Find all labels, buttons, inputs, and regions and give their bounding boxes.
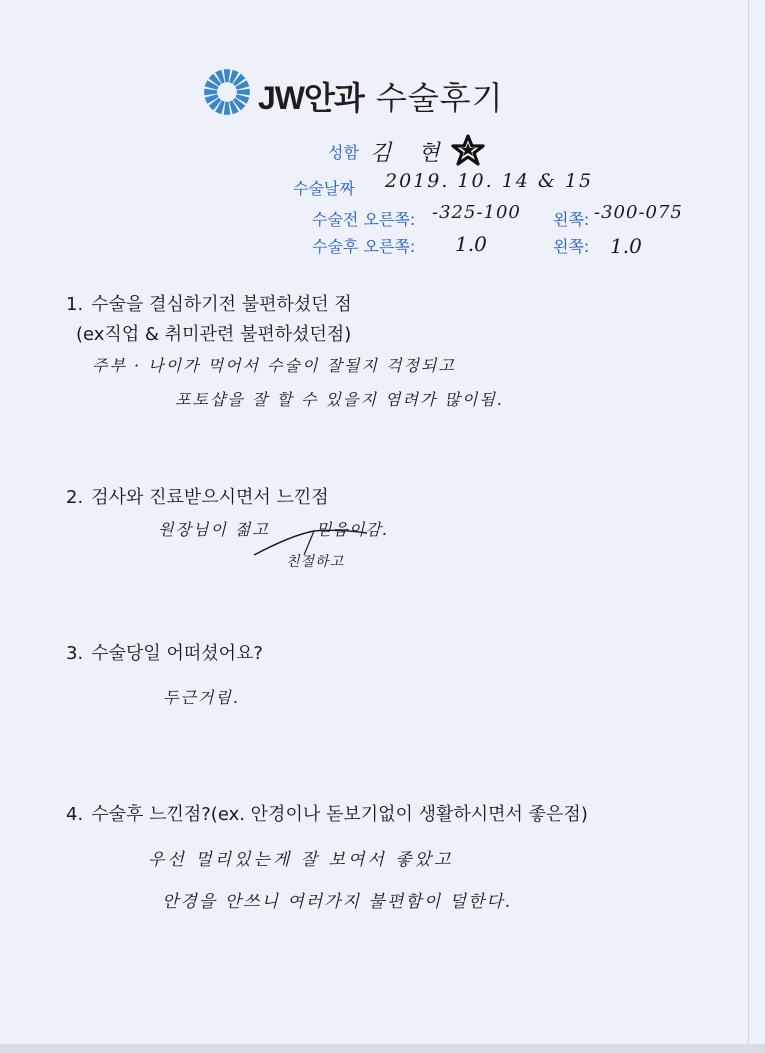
question-4 [66, 800, 588, 826]
before-left-value: -300-075 [594, 202, 683, 223]
form-title-text: 수술후기 [375, 79, 504, 117]
name-label: 성함 [328, 143, 359, 162]
before-right-label: 수술전 오른쪽: [312, 210, 416, 229]
answer-3-line-1: 두근거림. [163, 688, 240, 707]
answer-4-line-1: 우선 멀리있는게 잘 보여서 좋았고 [148, 850, 454, 870]
question-text: 수술을 결심하기전 불편하셨던 점 [91, 294, 352, 315]
sunburst-logo-icon [203, 68, 251, 116]
star-icon [451, 134, 485, 166]
logo-ray [224, 69, 231, 82]
form-title [258, 73, 503, 119]
surgery-date-label: 수술날짜 [293, 179, 355, 198]
before-left-label: 왼쪽: [553, 210, 590, 229]
question-text: 검사와 진료받으시면서 느낀점 [91, 487, 329, 508]
after-left-label: 왼쪽: [553, 237, 590, 256]
name-value: 김 현 [370, 141, 450, 166]
logo-ray [204, 89, 217, 96]
paper-edge-right [748, 0, 749, 1053]
question-2 [66, 483, 329, 509]
before-right-value: -325-100 [432, 202, 521, 223]
answer-2-part-2: 믿음이감. [316, 520, 388, 539]
answer-1-line-1: 주부 · 나이가 먹어서 수술이 잘될지 걱정되고 [92, 356, 456, 375]
question-1-subtext: (ex직업 & 취미관련 불편하셨던점) [76, 324, 352, 345]
after-left-value: 1.0 [610, 234, 642, 258]
after-right-label: 수술후 오른쪽: [312, 237, 416, 256]
answer-4-line-2: 안경을 안쓰니 여러가지 불편함이 덜한다. [162, 892, 513, 912]
question-1 [66, 290, 352, 316]
answer-2-part-3: 친절하고 [286, 554, 345, 570]
surgery-date-value: 2019. 10. 14 & 15 [385, 170, 594, 192]
question-3 [66, 639, 263, 665]
answer-1-line-2: 포토샵을 잘 할 수 있을지 염려가 많이됨. [175, 390, 504, 409]
question-text: 수술당일 어떠셨어요? [91, 643, 263, 664]
question-text: 수술후 느낀점?(ex. 안경이나 돋보기없이 생활하시면서 좋은점) [91, 804, 588, 825]
after-right-value: 1.0 [455, 232, 487, 256]
answer-2-part-1: 원장님이 젊고 [158, 520, 270, 539]
question-number: 3. [66, 643, 84, 664]
paper-edge-bottom [0, 1044, 765, 1053]
logo-ray [237, 89, 250, 96]
brand-name: JW안과 [258, 80, 364, 116]
question-number: 1. [66, 294, 84, 315]
logo-ray [224, 102, 231, 115]
question-number: 4. [66, 804, 84, 825]
question-number: 2. [66, 487, 84, 508]
